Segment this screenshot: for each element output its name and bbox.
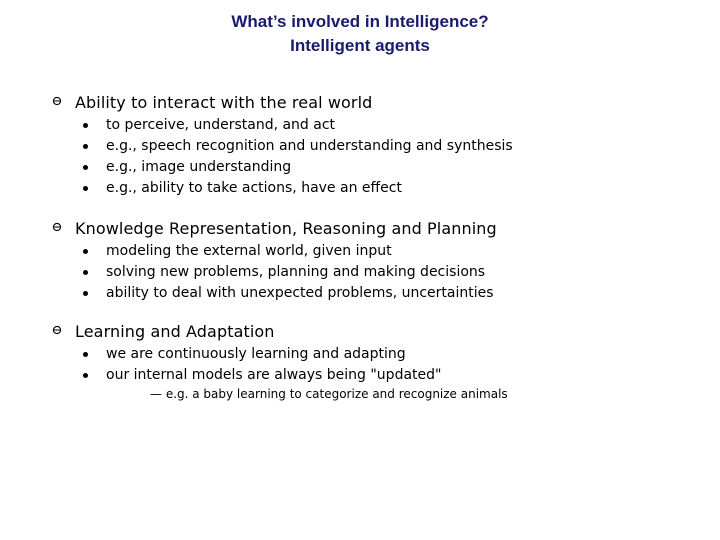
dot-bullet-icon <box>83 186 88 191</box>
dot-bullet-icon <box>83 352 88 357</box>
list-item-text: e.g., ability to take actions, have an effect <box>106 180 402 196</box>
list-item-text: e.g., speech recognition and understanding and synthesis <box>106 138 513 154</box>
dot-bullet-icon <box>83 291 88 296</box>
list-item-text: modeling the external world, given input <box>106 243 392 259</box>
list-item-text: to perceive, understand, and act <box>106 117 336 133</box>
dot-bullet-icon <box>83 270 88 275</box>
slide-title-line-1: What’s involved in Intelligence? <box>231 12 489 31</box>
dot-bullet-icon <box>83 123 88 128</box>
nested-list-item-text: — e.g. a baby learning to categorize and recognize animals <box>150 387 508 401</box>
list-item-text: we are continuously learning and adapting <box>106 346 406 362</box>
list-item-text: our internal models are always being "updated" <box>106 367 442 383</box>
list-item-text: solving new problems, planning and making decisions <box>106 264 486 280</box>
list-item-text: e.g., image understanding <box>106 159 292 175</box>
section-label: Knowledge Representation, Reasoning and Planning <box>75 219 497 238</box>
bullet-icon <box>50 94 64 108</box>
list-item-text: ability to deal with unexpected problems, uncertainties <box>106 285 494 301</box>
section-label: Ability to interact with the real world <box>75 93 373 112</box>
dot-bullet-icon <box>83 373 88 378</box>
slide-title-line-2: Intelligent agents <box>290 36 430 55</box>
dot-bullet-icon <box>83 165 88 170</box>
bullet-icon <box>50 220 64 234</box>
slide-title <box>0 10 720 58</box>
dot-bullet-icon <box>83 249 88 254</box>
bullet-icon <box>50 323 64 337</box>
dot-bullet-icon <box>83 144 88 149</box>
section-label: Learning and Adaptation <box>75 322 275 341</box>
